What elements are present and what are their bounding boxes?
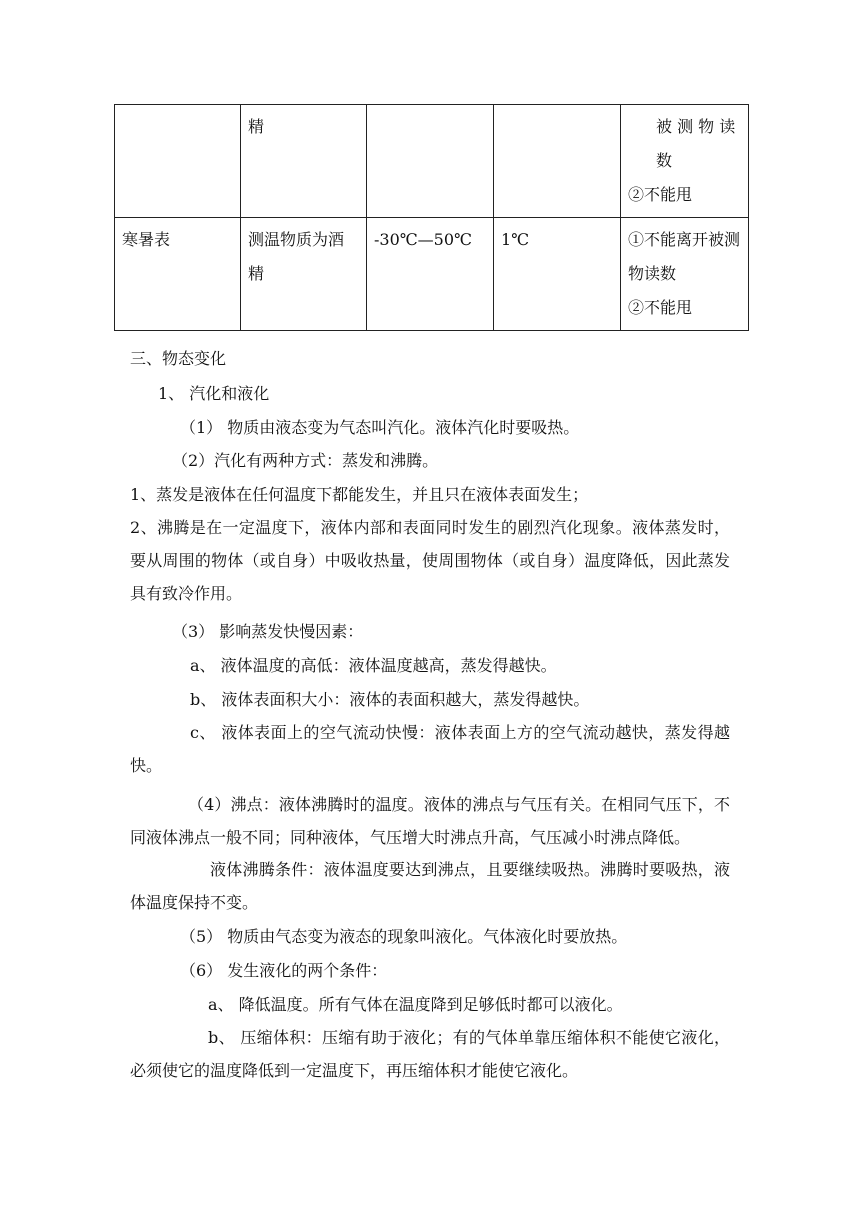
thermometer-table xyxy=(114,104,749,331)
list-item: c、 液体表面上的空气流动快慢：液体表面上方的空气流动越快，蒸发得越快。 xyxy=(130,723,730,775)
section-heading: 三、物态变化 xyxy=(130,349,227,368)
table-cell xyxy=(621,218,749,331)
paragraph: （4）沸点：液体沸腾时的温度。液体的沸点与气压有关。在相同气压下，不同液体沸点一般不同；同种液体，气压增大时沸点升高，气压减小时沸点降低。 xyxy=(130,795,730,847)
table-cell xyxy=(494,105,621,218)
table-cell: 1℃ xyxy=(494,218,621,331)
table-cell: 测温物质为酒精 xyxy=(241,218,367,331)
paragraph: （5） 物质由气态变为液态的现象叫液化。气体液化时要放热。 xyxy=(180,927,628,946)
table-row xyxy=(115,105,749,218)
table-cell xyxy=(367,105,494,218)
cell-text: 被 测 物 读 xyxy=(656,117,736,136)
paragraph: （2）汽化有两种方式：蒸发和沸腾。 xyxy=(172,451,439,470)
list-item: b、 压缩体积：压缩有助于液化；有的气体单靠压缩体积不能使它液化，必须使它的温度降低到一定温度下，再压缩体积才能使它液化。 xyxy=(130,1028,730,1080)
list-item: a、 液体温度的高低：液体温度越高，蒸发得越快。 xyxy=(190,656,557,675)
paragraph: （1） 物质由液态变为气态叫汽化。液体汽化时要吸热。 xyxy=(180,418,580,437)
table-row xyxy=(115,218,749,331)
cell-text: ①不能离开被测物读数 xyxy=(628,230,741,283)
paragraph: （3） 影响蒸发快慢因素： xyxy=(172,622,364,641)
paragraph: 1、蒸发是液体在任何温度下都能发生，并且只在液体表面发生； xyxy=(130,485,589,504)
table-cell: 寒暑表 xyxy=(115,218,241,331)
table-cell xyxy=(115,105,241,218)
subsection-title: 1、 汽化和液化 xyxy=(158,384,270,403)
cell-text: ②不能甩 xyxy=(628,298,693,317)
paragraph: 液体沸腾条件：液体温度要达到沸点，且要继续吸热。沸腾时要吸热，液体温度保持不变。 xyxy=(130,860,730,912)
list-item: a、 降低温度。所有气体在温度降到足够低时都可以液化。 xyxy=(208,995,623,1014)
cell-text: ②不能甩 xyxy=(628,185,693,204)
paragraph: （6） 发生液化的两个条件： xyxy=(180,961,388,980)
list-item: b、 液体表面积大小：液体的表面积越大，蒸发得越快。 xyxy=(190,690,590,709)
table-cell: 精 xyxy=(241,105,367,218)
cell-text: 数 xyxy=(656,151,673,170)
table-cell: -30℃—50℃ xyxy=(367,218,494,331)
table-cell xyxy=(621,105,749,218)
paragraph: 2、沸腾是在一定温度下，液体内部和表面同时发生的剧烈汽化现象。液体蒸发时，要从周围的物体（或自身）中吸收热量，使周围物体（或自身）温度降低，因此蒸发具有致冷作用。 xyxy=(130,518,730,603)
